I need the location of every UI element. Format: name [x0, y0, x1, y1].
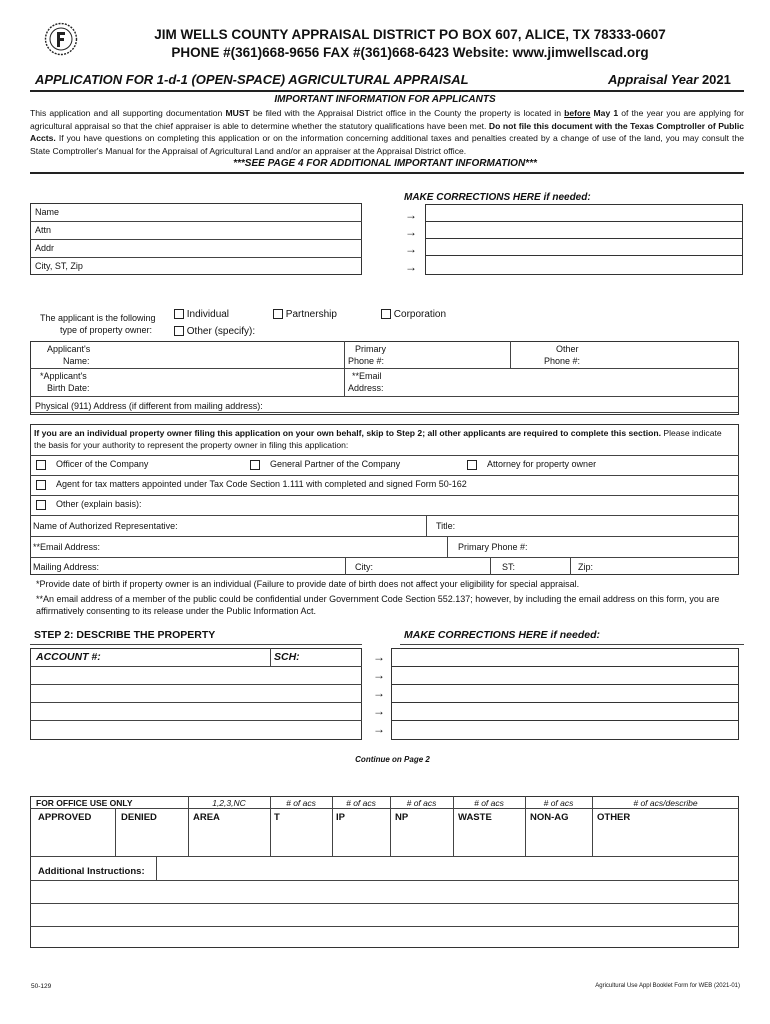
representative-intro-bold: If you are an individual property owner filing this application on your own behalf, skip to Step 2; all other applicants are required to complete this section.	[34, 428, 661, 438]
primary-phone-l1: Primary	[355, 344, 386, 354]
office-nonag: NON-AG	[530, 812, 569, 823]
rep-row-line	[30, 515, 739, 516]
checkbox-individual[interactable]	[174, 309, 184, 319]
rep-st-label: ST:	[502, 562, 516, 572]
arrow-right-icon: →	[405, 260, 417, 274]
step2-correction-field[interactable]	[391, 666, 739, 685]
year-label: Appraisal Year	[608, 72, 699, 87]
officer-option[interactable]	[36, 459, 148, 470]
appraisal-year-label	[608, 72, 731, 87]
birth-date-l2: Birth Date:	[47, 383, 90, 393]
owner-type-label-2: type of property owner:	[60, 325, 153, 335]
district-header-line2: PHONE #(361)668-9656 FAX #(361)668-6423 Website: www.jimwellscad.org	[171, 45, 649, 60]
step2-correction-field[interactable]	[391, 648, 739, 667]
physical-address-label: Physical (911) Address (if different from mailing address):	[35, 401, 263, 411]
representative-intro	[34, 428, 734, 451]
arrow-right-icon: →	[373, 722, 385, 736]
checkbox-agent[interactable]	[36, 480, 46, 490]
email-l1: **Email	[352, 371, 382, 381]
form-version: Agricultural Use Appl Booklet Form for WEB (2021-01)	[595, 983, 740, 989]
addr-divider	[30, 239, 362, 240]
rep-email-label: **Email Address:	[33, 542, 101, 552]
account-col-line	[270, 648, 271, 666]
important-must: MUST	[225, 108, 250, 118]
owner-partnership-option[interactable]	[273, 309, 337, 320]
arrow-right-icon: →	[405, 225, 417, 239]
important-p4: If you have questions on completing this application or on the information concerning additional taxes and penalties created by a change of use of the land, you may consult the State Comptroller's Manual for the Appraisal of Agricultural Land and/or an appraiser at the Appraisal District office.	[30, 133, 745, 156]
form-number: 50-129	[31, 983, 52, 990]
title-rule	[30, 90, 744, 92]
important-rule	[30, 172, 744, 174]
address-corrections-heading: MAKE CORRECTIONS HERE if needed:	[404, 192, 591, 203]
step2-correction-field[interactable]	[391, 720, 739, 740]
owner-corporation-option[interactable]	[381, 309, 446, 320]
owner-individual-label: Individual	[186, 309, 230, 320]
addr-divider	[30, 257, 362, 258]
see-page4-note: ***SEE PAGE 4 FOR ADDITIONAL IMPORTANT INFORMATION***	[233, 158, 537, 169]
step2-correction-field[interactable]	[391, 684, 739, 703]
agent-label: Agent for tax matters appointed under Tax Code Section 1.111 with completed and signed Form 50-162	[56, 479, 467, 489]
rep-name-label: Name of Authorized Representative:	[33, 521, 178, 531]
office-row-line	[30, 880, 739, 881]
sch-label: SCH:	[274, 651, 300, 663]
agent-option[interactable]	[36, 479, 467, 490]
owner-other-label: Other (specify):	[186, 326, 256, 337]
office-row-line	[30, 856, 739, 857]
applicant-name-l1: Applicant's	[47, 344, 91, 354]
addr-city-label: City, ST, Zip	[35, 261, 83, 271]
checkbox-corporation[interactable]	[381, 309, 391, 319]
correction-attn-field[interactable]	[425, 221, 743, 239]
account-row-line	[30, 684, 362, 685]
office-col-hdr: 1,2,3,NC	[212, 798, 246, 808]
county-seal-icon	[44, 22, 78, 56]
step2-heading: STEP 2: DESCRIBE THE PROPERTY	[34, 629, 216, 641]
rep-row-line	[30, 455, 739, 456]
office-row-line	[30, 926, 739, 927]
partner-label: General Partner of the Company	[270, 459, 401, 469]
other-phone-l2: Phone #:	[544, 356, 581, 366]
office-denied: DENIED	[121, 812, 157, 823]
office-row-line	[30, 903, 739, 904]
other-basis-label: Other (explain basis):	[56, 499, 142, 509]
arrow-right-icon: →	[373, 650, 385, 664]
rep-col-line	[490, 557, 491, 575]
addr-divider	[30, 221, 362, 222]
checkbox-other[interactable]	[174, 326, 184, 336]
correction-name-field[interactable]	[425, 204, 743, 222]
checkbox-attorney[interactable]	[467, 460, 477, 470]
important-p1: This application and all supporting documentation	[30, 108, 223, 118]
arrow-right-icon: →	[373, 686, 385, 700]
other-phone-l1: Other	[556, 344, 579, 354]
office-col-hdr: # of acs	[406, 798, 437, 808]
office-col-line	[115, 808, 116, 856]
applicant-row-line	[30, 368, 739, 369]
year-value: 2021	[701, 72, 731, 87]
rep-zip-label: Zip:	[578, 562, 594, 572]
applicant-row-line	[30, 396, 739, 397]
rep-city-label: City:	[355, 562, 373, 572]
rep-col-line	[426, 515, 427, 536]
officer-label: Officer of the Company	[56, 459, 149, 469]
checkbox-officer[interactable]	[36, 460, 46, 470]
office-col-hdr: # of acs	[543, 798, 574, 808]
representative-intro-rest: Please indicate the basis for your authority to represent the property owner in filing this application:	[34, 428, 722, 450]
email-confidential-note: **An email address of a member of the public could be confidential under Government Code Section 552.137; however, by including the email address on this form, you are affirmatively consenting to its release under the Public Information Act.	[36, 594, 720, 616]
checkbox-partnership[interactable]	[273, 309, 283, 319]
arrow-right-icon: →	[405, 242, 417, 256]
continue-note: Continue on Page 2	[355, 755, 430, 764]
office-col-hdr: # of acs	[474, 798, 504, 808]
rep-primary-phone-label: Primary Phone #:	[458, 542, 528, 552]
rep-row-line	[30, 557, 739, 558]
office-t: T	[274, 812, 280, 823]
district-header-line1: JIM WELLS COUNTY APPRAISAL DISTRICT PO BOX 607, ALICE, TX 78333-0607	[154, 27, 666, 42]
correction-addr-field[interactable]	[425, 238, 743, 256]
arrow-right-icon: →	[405, 208, 417, 222]
attorney-label: Attorney for property owner	[487, 459, 597, 469]
office-other: OTHER	[597, 812, 631, 823]
applicant-col-line	[510, 341, 511, 369]
owner-partnership-label: Partnership	[285, 309, 337, 320]
rep-col-line	[570, 557, 571, 575]
office-np: NP	[395, 812, 409, 823]
addr-name-label: Name	[35, 207, 60, 217]
rep-row-line	[30, 536, 739, 537]
account-label: ACCOUNT #:	[36, 651, 101, 663]
step2-corrections-heading: MAKE CORRECTIONS HERE if needed:	[404, 629, 601, 641]
owner-individual-option[interactable]	[174, 309, 229, 320]
office-area: AREA	[193, 812, 220, 823]
birth-date-note: *Provide date of birth if property owner is an individual (Failure to provide date of birth does not affect your eligibility for special appraisal.	[36, 579, 580, 589]
office-col-hdr: # of acs	[346, 798, 376, 808]
important-text	[30, 107, 744, 157]
primary-phone-l2: Phone #:	[348, 356, 385, 366]
birth-date-l1: *Applicant's	[40, 371, 87, 381]
arrow-right-icon: →	[373, 668, 385, 682]
account-row-line	[30, 720, 362, 721]
account-row-line	[30, 666, 362, 667]
owner-corporation-label: Corporation	[393, 309, 447, 320]
addr-attn-label: Attn	[35, 225, 52, 235]
additional-instructions-label: Additional Instructions:	[38, 866, 145, 877]
account-row-line	[30, 702, 362, 703]
important-before: before	[564, 108, 591, 118]
correction-city-field[interactable]	[425, 255, 743, 275]
other-basis-option[interactable]	[36, 499, 142, 510]
important-p2: be filed with the Appraisal District office in the County the property is located in	[252, 108, 561, 118]
rep-row-line	[30, 495, 739, 496]
office-col-line	[156, 856, 157, 880]
important-p3: of the year you are applying for agricultural appraisal so that the chief appraiser is able to determine whether the statutory qualifications have been met.	[30, 108, 745, 131]
checkbox-other-basis[interactable]	[36, 500, 46, 510]
arrow-right-icon: →	[373, 704, 385, 718]
office-ip: IP	[336, 812, 345, 823]
owner-type-label-1: The applicant is the following	[40, 313, 156, 323]
rep-row-line	[30, 475, 739, 476]
office-waste: WASTE	[458, 812, 492, 823]
office-col-hdr: # of acs/describe	[633, 798, 698, 808]
office-use-heading: FOR OFFICE USE ONLY	[36, 798, 133, 808]
rep-col-line	[345, 557, 346, 575]
applicant-col-line	[344, 341, 345, 396]
partner-option[interactable]	[250, 459, 400, 470]
applicant-name-l2: Name:	[63, 356, 90, 366]
important-nofile: Do not file this document with the Texas Comptroller of Public Accts.	[30, 120, 744, 144]
step2-corrections-rule	[400, 644, 744, 645]
rep-mailing-label: Mailing Address:	[33, 562, 100, 572]
office-col-hdr: # of acs	[286, 798, 316, 808]
step2-correction-field[interactable]	[391, 702, 739, 721]
office-approved: APPROVED	[38, 812, 92, 823]
rep-title-label: Title:	[436, 521, 456, 531]
checkbox-general-partner[interactable]	[250, 460, 260, 470]
important-may1: May 1	[593, 108, 619, 118]
owner-other-option[interactable]	[174, 326, 255, 337]
important-heading: IMPORTANT INFORMATION FOR APPLICANTS	[274, 94, 496, 105]
form-title: APPLICATION FOR 1-d-1 (OPEN-SPACE) AGRICULTURAL APPRAISAL	[35, 72, 469, 87]
rep-col-line	[447, 536, 448, 557]
step2-heading-rule	[30, 644, 362, 645]
attorney-option[interactable]	[467, 459, 596, 470]
addr-addr-label: Addr	[35, 243, 55, 253]
email-l2: Address:	[348, 383, 384, 393]
